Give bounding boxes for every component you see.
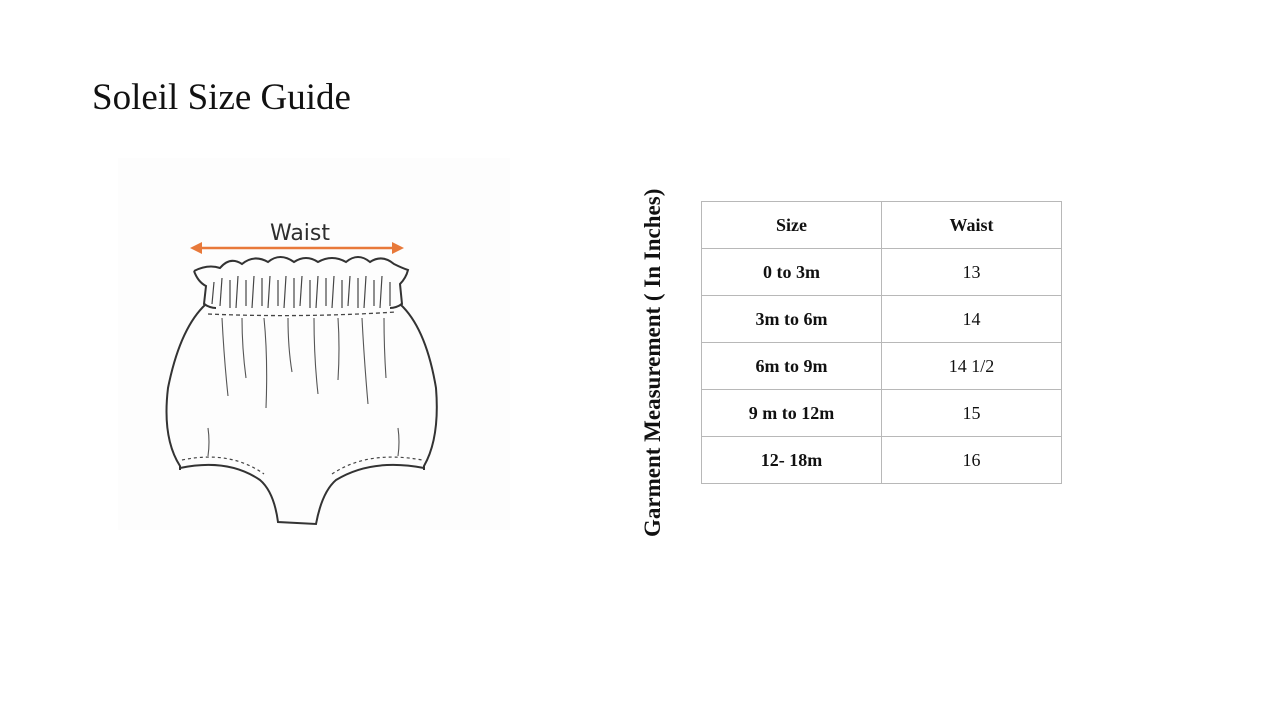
- waist-label: Waist: [269, 221, 331, 246]
- waist-cell: 13: [882, 249, 1062, 296]
- size-table: [701, 201, 1062, 484]
- waistband-stitch: [208, 312, 396, 316]
- body-outline: [167, 304, 207, 470]
- waist-cell: 15: [882, 390, 1062, 437]
- size-cell: 0 to 3m: [702, 249, 882, 296]
- table-row: [702, 296, 1062, 343]
- table-row: [702, 249, 1062, 296]
- waist-cell: 14: [882, 296, 1062, 343]
- size-cell: 12- 18m: [702, 437, 882, 484]
- size-cell: 3m to 6m: [702, 296, 882, 343]
- column-header-size: Size: [702, 202, 882, 249]
- column-header-waist: Waist: [882, 202, 1062, 249]
- table-row: [702, 343, 1062, 390]
- drape-lines: [208, 318, 399, 456]
- measurement-axis-label: Garment Measurement ( In Inches): [640, 188, 665, 537]
- gather-lines: [212, 276, 390, 308]
- table-row: [702, 390, 1062, 437]
- bloomer-drawing: [118, 158, 510, 530]
- size-cell: 9 m to 12m: [702, 390, 882, 437]
- table-header-row: [702, 202, 1062, 249]
- table-row: [702, 437, 1062, 484]
- waist-cell: 14 1/2: [882, 343, 1062, 390]
- leg-openings: [180, 465, 424, 524]
- waist-cell: 16: [882, 437, 1062, 484]
- page-title: Soleil Size Guide: [92, 77, 351, 118]
- bloomer-illustration: [118, 158, 510, 530]
- size-cell: 6m to 9m: [702, 343, 882, 390]
